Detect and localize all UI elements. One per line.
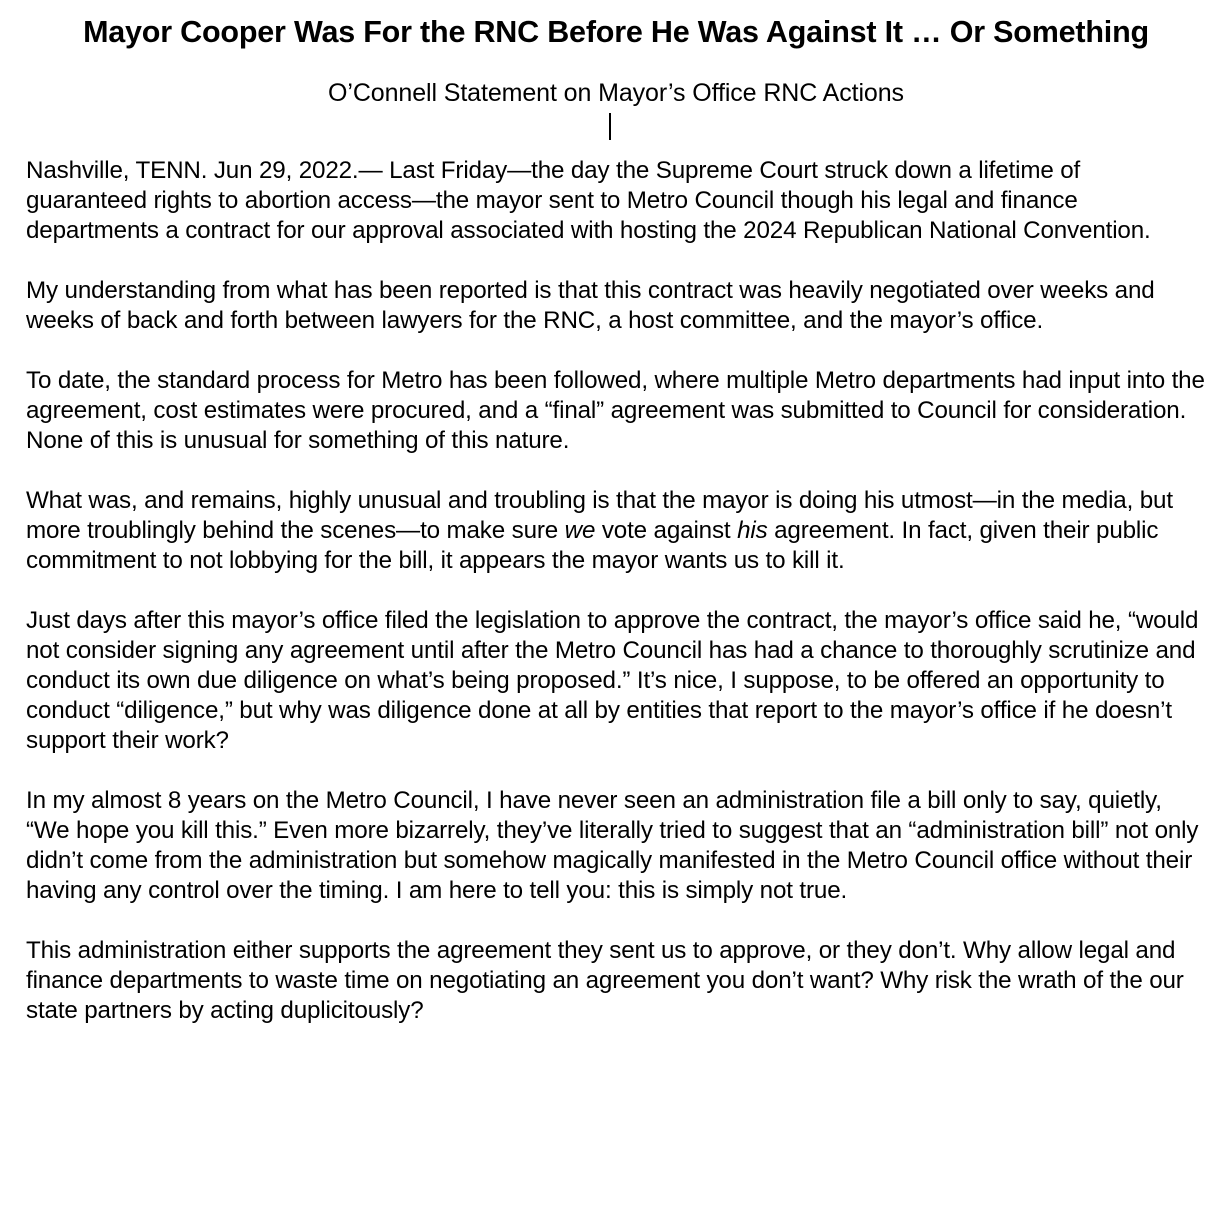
paragraph: In my almost 8 years on the Metro Council, I have never seen an administration file a bill only to say, quietly, “We hope you kill this.” Even more bizarrely, they’ve literally tried to suggest that an “administration bill” not only didn’t come from the administration but somehow magically manifested in the Metro Council office without their having any control over the timing. I am here to tell you: this is simply not true. [26, 787, 1199, 904]
paragraph: Nashville, TENN. Jun 29, 2022.— Last Friday—the day the Supreme Court struck down a lifetime of guaranteed rights to abortion access—the mayor sent to Metro Council though his legal and finance departments a contract for our approval associated with hosting the 2024 Republican National Convention. [26, 157, 1151, 244]
paragraph-text: agreement. In fact, given their public commitment to not lobbying for the bill, it appears the mayor wants us to kill it. [26, 517, 1159, 574]
paragraph: My understanding from what has been reported is that this contract was heavily negotiated over weeks and weeks of back and forth between lawyers for the RNC, a host committee, and the mayor’s office. [26, 277, 1155, 334]
paragraph: This administration either supports the agreement they sent us to approve, or they don’t. Why allow legal and finance departments to waste time on negotiating an agreement you don’t want? Why risk the wrath of the our state partners by acting duplicitously? [26, 937, 1184, 1024]
paragraph-text: vote against [595, 517, 738, 544]
document-title: Mayor Cooper Was For the RNC Before He Was Against It … Or Something [83, 15, 1149, 49]
document-subtitle: O’Connell Statement on Mayor’s Office RNC Actions [328, 79, 904, 107]
emphasis-text: we [564, 517, 596, 544]
paragraph [26, 486, 1206, 576]
emphasis-text: his [737, 517, 768, 544]
paragraph: To date, the standard process for Metro has been followed, where multiple Metro departments had input into the agreement, cost estimates were procured, and a “final” agreement was submitted to Council for consideration. None of this is unusual for something of this nature. [26, 367, 1205, 454]
paragraph-text: What was, and remains, highly unusual and troubling is that the mayor is doing his utmost—in the media, but more troublingly behind the scenes—to make sure [26, 487, 1173, 544]
text-cursor [609, 113, 611, 140]
document-body[interactable] [26, 156, 1206, 1026]
document [26, 0, 1206, 1056]
paragraph: Just days after this mayor’s office filed the legislation to approve the contract, the mayor’s office said he, “would not consider signing any agreement until after the Metro Council has had a chance to thoroughly scrutinize and conduct its own due diligence on what’s being proposed.” It’s nice, I suppose, to be offered an opportunity to conduct “diligence,” but why was diligence done at all by entities that report to the mayor’s office if he doesn’t support their work? [26, 607, 1199, 754]
